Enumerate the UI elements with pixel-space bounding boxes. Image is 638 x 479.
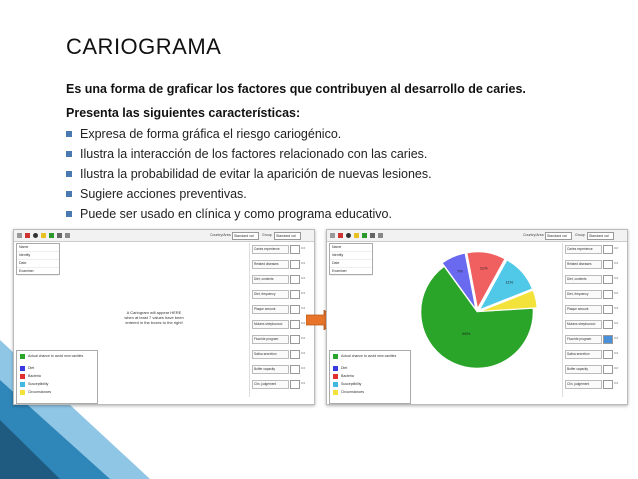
factor-label: Fluoride program xyxy=(565,335,602,344)
patient-info-item[interactable]: Examiner xyxy=(330,268,372,276)
factor-row xyxy=(565,363,625,375)
chart-icon[interactable] xyxy=(362,233,367,238)
patient-info-item[interactable]: Examiner xyxy=(17,268,59,276)
legend-label: Susceptibility xyxy=(28,382,49,386)
legend-label: Diet xyxy=(341,366,348,370)
bullet-square-icon xyxy=(66,191,72,197)
factor-value: 0.0 xyxy=(614,381,619,385)
list-item-text: Expresa de forma gráfica el riesgo cariogénico. xyxy=(80,127,342,141)
list-item-text: Ilustra la interacción de los factores relacionado con las caries. xyxy=(80,147,428,161)
pie-slice-label: 7% xyxy=(456,268,463,274)
country-select[interactable]: Standard val xyxy=(232,232,259,240)
factor-row xyxy=(252,348,312,360)
factor-input[interactable] xyxy=(603,260,613,269)
factor-row xyxy=(252,333,312,345)
chart-icon[interactable] xyxy=(49,233,54,238)
factor-row xyxy=(252,273,312,285)
patient-info-item[interactable]: Date xyxy=(330,260,372,268)
factor-value: 0.0 xyxy=(614,366,619,370)
factor-label: Buffer capacity xyxy=(565,365,602,374)
factor-panel xyxy=(562,243,625,397)
cariogram-screenshot-empty xyxy=(13,229,315,405)
legend-label: Susceptibility xyxy=(341,382,362,386)
open-icon[interactable] xyxy=(25,233,30,238)
legend-label: Circumstances xyxy=(341,390,365,394)
chart-legend xyxy=(329,350,411,404)
patient-info-item[interactable]: Name xyxy=(17,244,59,252)
factor-row xyxy=(565,333,625,345)
factor-input[interactable] xyxy=(290,365,300,374)
factor-label: Clin. judgement xyxy=(565,380,602,389)
pie-slice-label: 11% xyxy=(479,265,488,271)
list-item xyxy=(66,144,432,164)
factor-label: Diet, frequency xyxy=(565,290,602,299)
factor-input[interactable] xyxy=(290,320,300,329)
settings-icon[interactable] xyxy=(57,233,62,238)
factor-row xyxy=(252,243,312,255)
slide-title: CARIOGRAMA xyxy=(66,34,222,59)
factor-value: 0.0 xyxy=(301,336,306,340)
factor-row xyxy=(565,303,625,315)
bullet-square-icon xyxy=(66,171,72,177)
list-item-text: Ilustra la probabilidad de evitar la aparición de nuevas lesiones. xyxy=(80,167,432,181)
legend-label: Bacteria xyxy=(28,374,41,378)
factor-value: 0.0 xyxy=(614,291,619,295)
factor-input[interactable] xyxy=(603,290,613,299)
factor-row xyxy=(252,303,312,315)
factor-label: Saliva secretion xyxy=(252,350,289,359)
legend-label: Actual chance to avoid new cavities xyxy=(28,354,84,358)
factor-row xyxy=(252,318,312,330)
factor-value: 0.0 xyxy=(301,246,306,250)
factor-value: 0.0 xyxy=(301,366,306,370)
factor-row xyxy=(565,348,625,360)
bullet-square-icon xyxy=(66,151,72,157)
factor-value: 0.0 xyxy=(301,321,306,325)
factor-label: Diet, contents xyxy=(565,275,602,284)
country-select[interactable]: Standard val xyxy=(545,232,572,240)
factor-input[interactable] xyxy=(290,380,300,389)
country-label: Country/Area xyxy=(210,233,231,237)
factor-input[interactable] xyxy=(603,320,613,329)
group-select[interactable]: Standard val xyxy=(587,232,614,240)
factor-row xyxy=(565,318,625,330)
factor-value: 0.0 xyxy=(301,381,306,385)
factor-input[interactable] xyxy=(290,275,300,284)
factor-value: 0.0 xyxy=(301,306,306,310)
factor-value: 0.0 xyxy=(301,261,306,265)
bullet-square-icon xyxy=(66,131,72,137)
cariogram-screenshot-filled xyxy=(326,229,628,405)
factor-input[interactable] xyxy=(290,305,300,314)
print-icon[interactable] xyxy=(354,233,359,238)
patient-info-list xyxy=(329,243,373,275)
print-icon[interactable] xyxy=(41,233,46,238)
legend-swatch xyxy=(333,390,338,395)
factor-label: Plaque amount xyxy=(565,305,602,314)
pie-slice-label: 11% xyxy=(505,279,514,285)
settings-icon[interactable] xyxy=(370,233,375,238)
factor-panel xyxy=(249,243,312,397)
legend-swatch xyxy=(333,354,338,359)
factor-input[interactable] xyxy=(603,380,613,389)
factor-input[interactable] xyxy=(603,245,613,254)
list-item-text: Sugiere acciones preventivas. xyxy=(80,187,247,201)
legend-swatch xyxy=(333,366,338,371)
pie-slice-label: 66% xyxy=(462,330,471,336)
factor-value: 0.0 xyxy=(614,351,619,355)
list-item xyxy=(66,124,432,144)
save-icon[interactable] xyxy=(346,233,351,238)
factor-label: Related diseases xyxy=(565,260,602,269)
factor-row xyxy=(565,378,625,390)
factor-input[interactable] xyxy=(603,305,613,314)
patient-info-item[interactable]: Identity xyxy=(330,252,372,260)
legend-swatch xyxy=(20,354,25,359)
empty-chart-message: A Cariogram will appear HERE when at least 7 values have been entered in the boxes to the right! xyxy=(124,310,184,325)
legend-label: Actual chance to avoid new cavities xyxy=(341,354,397,358)
chart-legend xyxy=(16,350,98,404)
factor-row xyxy=(565,258,625,270)
patient-info-list xyxy=(16,243,60,275)
factor-row xyxy=(565,288,625,300)
factor-value: 0.0 xyxy=(614,321,619,325)
factor-label: Saliva secretion xyxy=(565,350,602,359)
factor-value: 0.0 xyxy=(301,276,306,280)
factor-value: 0.0 xyxy=(614,246,619,250)
legend-swatch xyxy=(20,390,25,395)
factor-input[interactable] xyxy=(290,350,300,359)
cariogram-pie-chart xyxy=(407,250,557,380)
factor-label: Mutans streptococci xyxy=(565,320,602,329)
legend-label: Diet xyxy=(28,366,35,370)
country-label: Country/Area xyxy=(523,233,544,237)
save-icon[interactable] xyxy=(33,233,38,238)
factor-label: Diet, contents xyxy=(252,275,289,284)
app-toolbar xyxy=(327,230,627,242)
legend-swatch xyxy=(333,382,338,387)
legend-swatch xyxy=(20,382,25,387)
factor-value: 0.0 xyxy=(614,261,619,265)
legend-swatch xyxy=(20,366,25,371)
factor-input[interactable] xyxy=(603,350,613,359)
factor-label: Buffer capacity xyxy=(252,365,289,374)
file-icon[interactable] xyxy=(17,233,22,238)
group-select[interactable]: Standard val xyxy=(274,232,301,240)
factor-input[interactable] xyxy=(603,275,613,284)
factor-input[interactable] xyxy=(603,365,613,374)
patient-info-item[interactable]: Name xyxy=(330,244,372,252)
factor-label: Diet, frequency xyxy=(252,290,289,299)
factor-row xyxy=(565,273,625,285)
factor-value: 0.0 xyxy=(614,276,619,280)
legend-swatch xyxy=(20,374,25,379)
factor-row xyxy=(565,243,625,255)
factor-label: Plaque amount xyxy=(252,305,289,314)
factor-input[interactable] xyxy=(290,290,300,299)
group-label: Group xyxy=(575,233,585,237)
list-item-text: Puede ser usado en clínica y como programa educativo. xyxy=(80,207,392,221)
factor-label: Caries experience xyxy=(565,245,602,254)
factor-input[interactable] xyxy=(290,335,300,344)
factor-row xyxy=(252,363,312,375)
factor-input[interactable] xyxy=(290,245,300,254)
group-label: Group xyxy=(262,233,272,237)
patient-info-item[interactable]: Identity xyxy=(17,252,59,260)
slide-subtitle-definition: Es una forma de graficar los factores que contribuyen al desarrollo de caries. xyxy=(66,82,526,96)
factor-row xyxy=(252,378,312,390)
legend-swatch xyxy=(333,374,338,379)
factor-label: Clin. judgement xyxy=(252,380,289,389)
factor-row xyxy=(252,258,312,270)
factor-value: 0.0 xyxy=(301,291,306,295)
help-icon[interactable] xyxy=(65,233,70,238)
help-icon[interactable] xyxy=(378,233,383,238)
legend-label: Circumstances xyxy=(28,390,52,394)
factor-label: Fluoride program xyxy=(252,335,289,344)
factor-row xyxy=(252,288,312,300)
list-item xyxy=(66,184,432,204)
factor-input[interactable] xyxy=(603,335,613,344)
file-icon[interactable] xyxy=(330,233,335,238)
patient-info-item[interactable]: Date xyxy=(17,260,59,268)
factor-label: Mutans streptococci xyxy=(252,320,289,329)
factor-value: 0.0 xyxy=(301,351,306,355)
open-icon[interactable] xyxy=(338,233,343,238)
slide-subtitle-features: Presenta las siguientes características: xyxy=(66,106,301,120)
bullet-square-icon xyxy=(66,211,72,217)
legend-label: Bacteria xyxy=(341,374,354,378)
factor-label: Related diseases xyxy=(252,260,289,269)
list-item xyxy=(66,204,432,224)
factor-value: 0.0 xyxy=(614,336,619,340)
list-item xyxy=(66,164,432,184)
factor-input[interactable] xyxy=(290,260,300,269)
feature-list xyxy=(66,124,432,224)
app-toolbar xyxy=(14,230,314,242)
factor-label: Caries experience xyxy=(252,245,289,254)
factor-value: 0.0 xyxy=(614,306,619,310)
